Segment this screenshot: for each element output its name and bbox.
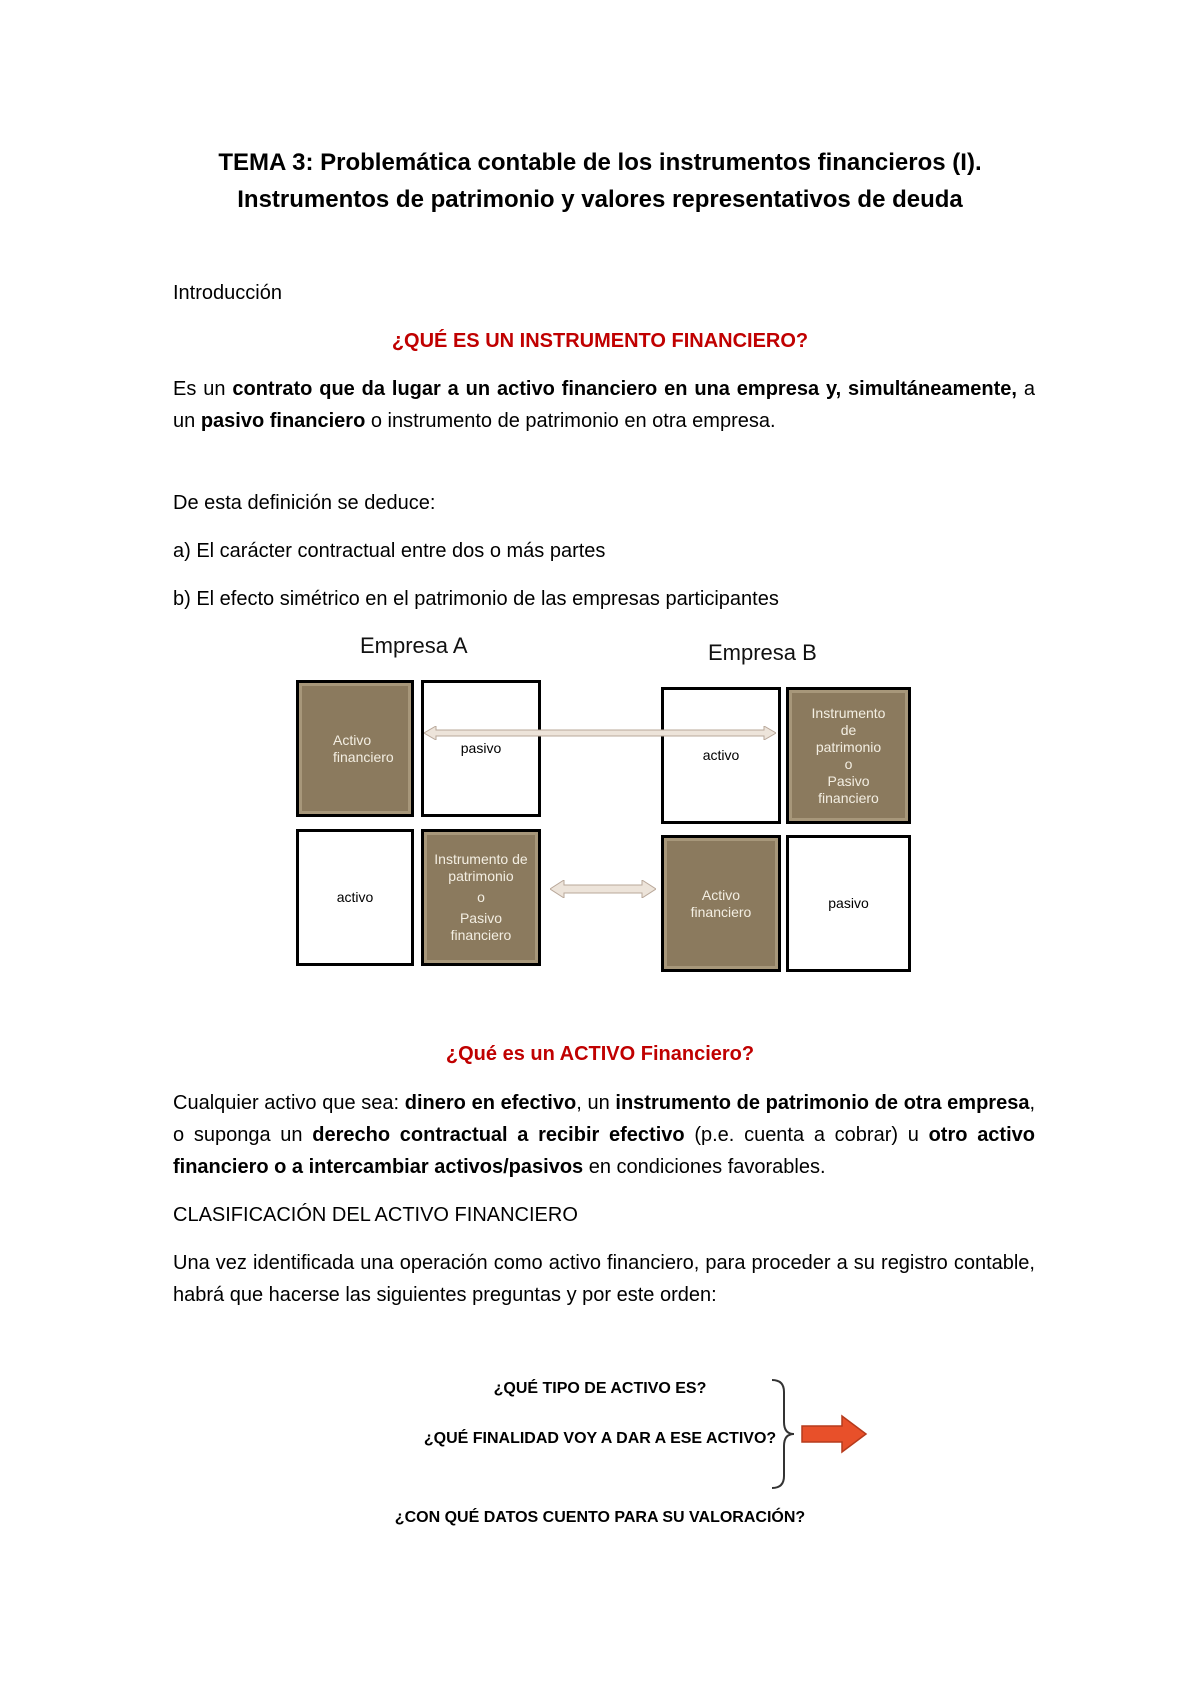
intro-label: Introducción <box>173 282 282 304</box>
a-activo-financiero-box: Activo financiero <box>296 680 414 817</box>
b-activo-financiero-box: Activo financiero <box>661 835 781 972</box>
item-b: b) El efecto simétrico en el patrimonio de las empresas participantes <box>173 588 779 610</box>
curly-brace-icon <box>768 1378 796 1490</box>
empresa-b-label: Empresa B <box>708 640 817 665</box>
heading-instrumento: ¿QUÉ ES UN INSTRUMENTO FINANCIERO? <box>391 330 809 352</box>
double-arrow-bottom-icon <box>550 880 656 898</box>
empresa-a-label: Empresa A <box>360 633 468 658</box>
heading-clasificacion: CLASIFICACIÓN DEL ACTIVO FINANCIERO <box>173 1204 578 1226</box>
a-instrumento-box: Instrumento de patrimonio o Pasivo financiero <box>421 829 541 966</box>
question-finalidad: ¿QUÉ FINALIDAD VOY A DAR A ESE ACTIVO? <box>423 1430 777 1447</box>
double-arrow-top-icon <box>424 726 776 740</box>
item-a: a) El carácter contractual entre dos o más partes <box>173 540 606 562</box>
clasificacion-paragraph: Una vez identificada una operación como activo financiero, para proceder a su registro contable, habrá que hacerse las siguientes preguntas y por este orden: <box>173 1252 1035 1306</box>
title-line-2: Instrumentos de patrimonio y valores representativos de deuda <box>237 186 963 213</box>
b-instrumento-box: Instrumento de patrimonio o Pasivo financiero <box>786 687 911 824</box>
b-pasivo-box: pasivo <box>786 835 911 972</box>
b-activo-box: activo <box>661 687 781 824</box>
title-line-1: TEMA 3: Problemática contable de los instrumentos financieros (I). <box>218 149 982 176</box>
a-activo-box: activo <box>296 829 414 966</box>
deduce-text: De esta definición se deduce: <box>173 492 436 514</box>
right-arrow-icon <box>800 1414 868 1454</box>
heading-activo-financiero: ¿Qué es un ACTIVO Financiero? <box>445 1043 755 1065</box>
activo-definition-paragraph: Cualquier activo que sea: dinero en efectivo, un instrumento de patrimonio de otra empresa, o suponga un derecho contractual a recibir efectivo (p.e. cuenta a cobrar) u otro activo financiero o a intercambiar activos/pasivos en condiciones favorables. <box>173 1092 1036 1178</box>
question-datos: ¿CON QUÉ DATOS CUENTO PARA SU VALORACIÓN? <box>394 1509 806 1526</box>
question-tipo: ¿QUÉ TIPO DE ACTIVO ES? <box>493 1380 707 1397</box>
a-pasivo-box: pasivo <box>421 680 541 817</box>
definition-paragraph: Es un contrato que da lugar a un activo financiero en una empresa y, simultáneamente, a un pasivo financiero o instrumento de patrimonio en otra empresa. <box>173 378 1035 432</box>
